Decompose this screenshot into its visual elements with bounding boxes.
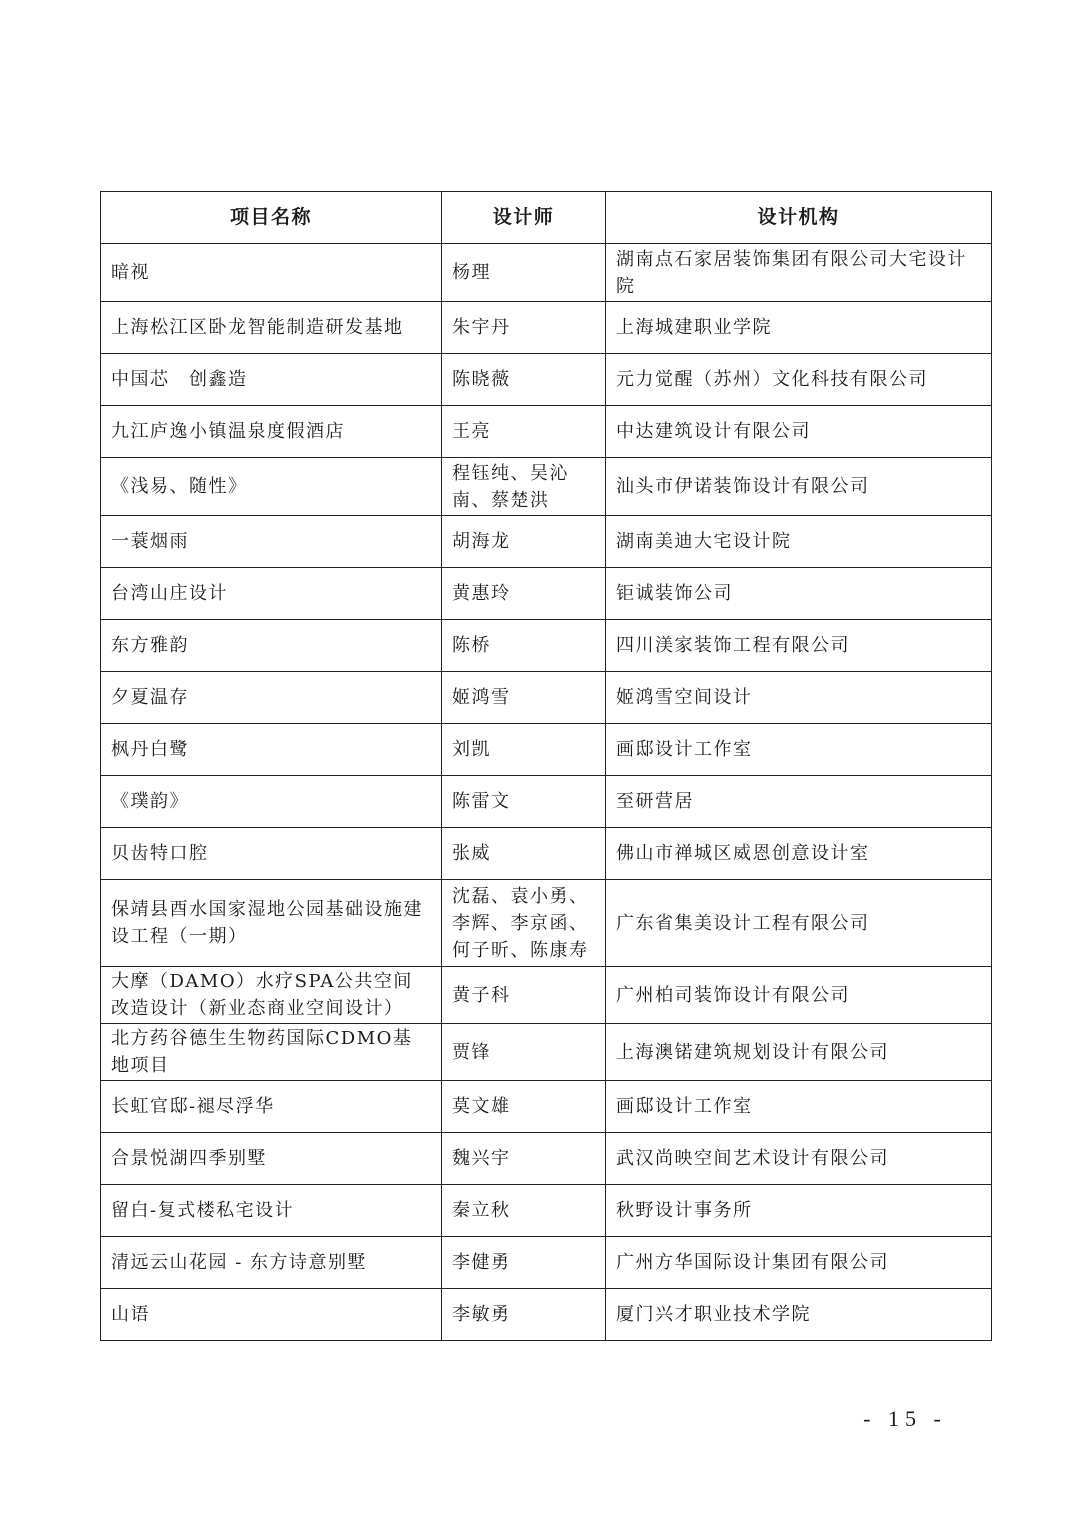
table-row xyxy=(101,302,992,354)
table-row xyxy=(101,354,992,406)
table-row xyxy=(101,516,992,568)
table-row xyxy=(101,244,992,302)
cell-designer: 张威 xyxy=(442,828,606,880)
header-designer: 设计师 xyxy=(442,192,606,244)
cell-organization: 上海城建职业学院 xyxy=(606,302,992,354)
cell-organization: 画邸设计工作室 xyxy=(606,1081,992,1133)
table-header-row xyxy=(101,192,992,244)
table-row xyxy=(101,1024,992,1081)
cell-project: 清远云山花园 - 东方诗意别墅 xyxy=(101,1237,442,1289)
cell-project: 贝齿特口腔 xyxy=(101,828,442,880)
table-row xyxy=(101,1289,992,1341)
header-project: 项目名称 xyxy=(101,192,442,244)
cell-organization: 上海澳锘建筑规划设计有限公司 xyxy=(606,1024,992,1081)
cell-organization: 湖南美迪大宅设计院 xyxy=(606,516,992,568)
cell-organization: 中达建筑设计有限公司 xyxy=(606,406,992,458)
cell-organization: 广州柏司装饰设计有限公司 xyxy=(606,967,992,1024)
cell-project: 大摩（DAMO）水疗SPA公共空间改造设计（新业态商业空间设计） xyxy=(101,967,442,1024)
cell-organization: 湖南点石家居装饰集团有限公司大宅设计院 xyxy=(606,244,992,302)
cell-project: 台湾山庄设计 xyxy=(101,568,442,620)
cell-designer: 胡海龙 xyxy=(442,516,606,568)
cell-project: 九江庐逸小镇温泉度假酒店 xyxy=(101,406,442,458)
cell-project: 一蓑烟雨 xyxy=(101,516,442,568)
table-row xyxy=(101,568,992,620)
cell-designer: 刘凯 xyxy=(442,724,606,776)
cell-project: 《璞韵》 xyxy=(101,776,442,828)
cell-organization: 至研营居 xyxy=(606,776,992,828)
table-row xyxy=(101,620,992,672)
cell-designer: 陈桥 xyxy=(442,620,606,672)
table-row xyxy=(101,880,992,967)
table-row xyxy=(101,776,992,828)
table-row xyxy=(101,458,992,516)
cell-organization: 钜诚装饰公司 xyxy=(606,568,992,620)
cell-project: 留白-复式楼私宅设计 xyxy=(101,1185,442,1237)
table-row xyxy=(101,406,992,458)
cell-designer: 莫文雄 xyxy=(442,1081,606,1133)
cell-organization: 四川渼家装饰工程有限公司 xyxy=(606,620,992,672)
cell-project: 上海松江区卧龙智能制造研发基地 xyxy=(101,302,442,354)
cell-designer: 朱宇丹 xyxy=(442,302,606,354)
cell-project: 东方雅韵 xyxy=(101,620,442,672)
table-row xyxy=(101,672,992,724)
page-number: - 15 - xyxy=(863,1406,947,1431)
cell-organization: 秋野设计事务所 xyxy=(606,1185,992,1237)
cell-designer: 魏兴宇 xyxy=(442,1133,606,1185)
cell-project: 枫丹白鹭 xyxy=(101,724,442,776)
cell-designer: 黄子科 xyxy=(442,967,606,1024)
cell-designer: 陈雷文 xyxy=(442,776,606,828)
cell-designer: 李健勇 xyxy=(442,1237,606,1289)
cell-project: 中国芯 创鑫造 xyxy=(101,354,442,406)
cell-project: 夕夏温存 xyxy=(101,672,442,724)
cell-organization: 厦门兴才职业技术学院 xyxy=(606,1289,992,1341)
cell-project: 合景悦湖四季别墅 xyxy=(101,1133,442,1185)
cell-designer: 黄惠玲 xyxy=(442,568,606,620)
cell-project: 山语 xyxy=(101,1289,442,1341)
cell-project: 北方药谷德生生物药国际CDMO基地项目 xyxy=(101,1024,442,1081)
cell-organization: 武汉尚映空间艺术设计有限公司 xyxy=(606,1133,992,1185)
cell-project: 《浅易、随性》 xyxy=(101,458,442,516)
table-row xyxy=(101,724,992,776)
cell-organization: 汕头市伊诺装饰设计有限公司 xyxy=(606,458,992,516)
cell-designer: 沈磊、袁小勇、李辉、李京函、何子昕、陈康寿 xyxy=(442,880,606,967)
cell-project: 保靖县酉水国家湿地公园基础设施建设工程（一期） xyxy=(101,880,442,967)
table-row xyxy=(101,828,992,880)
cell-designer: 贾锋 xyxy=(442,1024,606,1081)
table-row xyxy=(101,1133,992,1185)
cell-organization: 广州方华国际设计集团有限公司 xyxy=(606,1237,992,1289)
cell-designer: 李敏勇 xyxy=(442,1289,606,1341)
awards-table xyxy=(100,191,992,1341)
table-row xyxy=(101,1237,992,1289)
cell-designer: 程钰纯、吴沁南、蔡楚洪 xyxy=(442,458,606,516)
header-organization: 设计机构 xyxy=(606,192,992,244)
cell-project: 长虹官邸-褪尽浮华 xyxy=(101,1081,442,1133)
cell-designer: 王亮 xyxy=(442,406,606,458)
cell-organization: 元力觉醒（苏州）文化科技有限公司 xyxy=(606,354,992,406)
table-row xyxy=(101,1081,992,1133)
cell-project: 暗视 xyxy=(101,244,442,302)
cell-designer: 杨理 xyxy=(442,244,606,302)
cell-organization: 画邸设计工作室 xyxy=(606,724,992,776)
cell-designer: 姬鸿雪 xyxy=(442,672,606,724)
cell-designer: 秦立秋 xyxy=(442,1185,606,1237)
cell-organization: 佛山市禅城区威恩创意设计室 xyxy=(606,828,992,880)
cell-organization: 姬鸿雪空间设计 xyxy=(606,672,992,724)
cell-organization: 广东省集美设计工程有限公司 xyxy=(606,880,992,967)
table-row xyxy=(101,1185,992,1237)
cell-designer: 陈晓薇 xyxy=(442,354,606,406)
table-row xyxy=(101,967,992,1024)
